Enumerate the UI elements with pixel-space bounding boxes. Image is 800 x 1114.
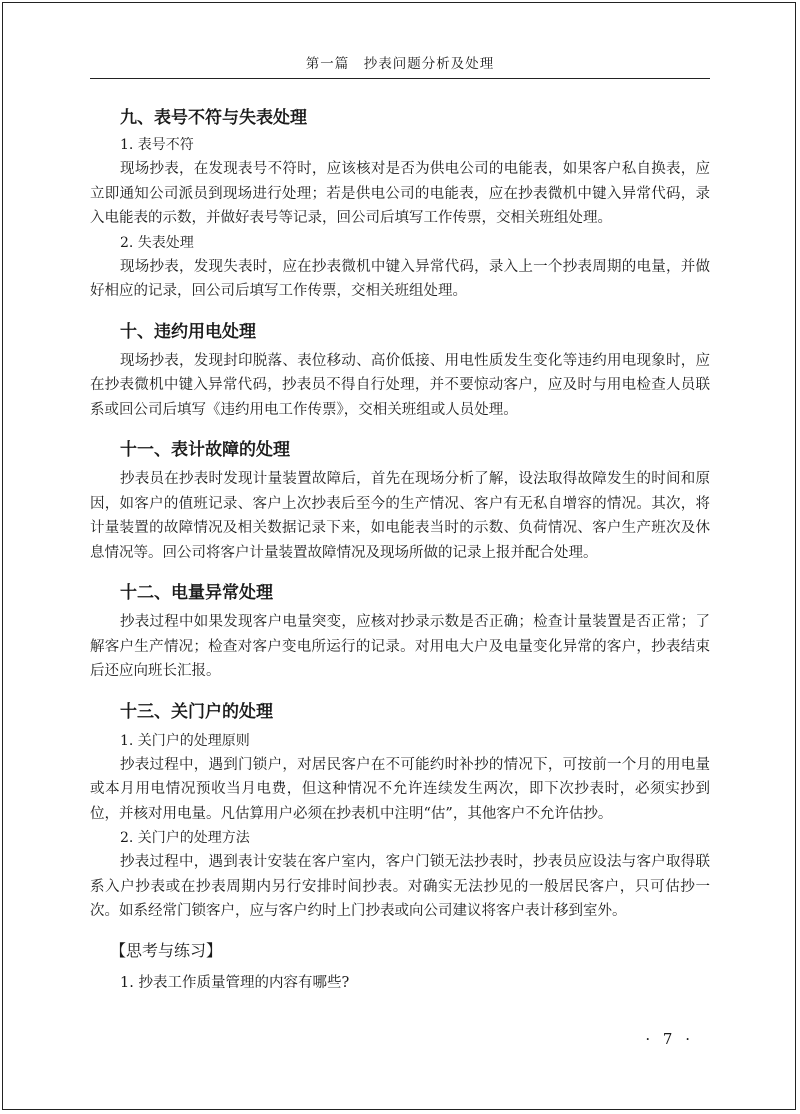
subheading-9-1: 1. 表号不符 [120,137,194,153]
section-heading-10: 十、违约用电处理 [120,321,256,342]
section-heading-9: 九、表号不符与失表处理 [120,108,307,128]
paragraph-10-1: 现场抄表，发现封印脱落、表位移动、高价低接、用电性质发生变化等违约用电现象时，应在抄表微机中键入异常代码，抄表员不得自行处理，并不要惊动客户，应及时与用电检查人员联系或回公司后填写《违约用电工作传票》，交相关班组或人员处理。 [90,352,710,418]
paragraph-9-2: 现场抄表，发现失表时，应在抄表微机中键入异常代码，录入上一个抄表周期的电量，并做好相应的记录，回公司后填写工作传票，交相关班组处理。 [90,258,710,299]
subheading-13-2: 2. 关门户的处理方法 [120,830,250,846]
exercises-heading: 【思考与练习】 [110,940,223,960]
subheading-13-1: 1. 关门户的处理原则 [120,732,250,749]
subheading-9-2: 2. 失表处理 [120,234,194,251]
paragraph-13-1: 抄表过程中，遇到门锁户，对居民客户在不可能约时补抄的情况下，可按前一个月的用电量或本月用电情况预收当月电费，但这种情况不允许连续发生两次，即下次抄表时，必须实抄到位，并核对用电量。凡估算用户必须在抄表机中注明“估”，其他客户不允许估抄。 [90,756,710,822]
page-number: · 7 · [645,1030,694,1048]
paragraph-11-1: 抄表员在抄表时发现计量装置故障后，首先在现场分析了解，设法取得故障发生的时间和原因，如客户的值班记录、客户上次抄表后至今的生产情况、客户有无私自增容的情况。其次，将计量装置的故障情况及相关数据记录下来，如电能表当时的示数、负荷情况、客户生产班次及休息情况等。回公司将客户计量装置故障情况及现场所做的记录上报并配合处理。 [90,471,710,561]
page-content [90,103,710,996]
section-heading-12: 十二、电量异常处理 [120,583,273,603]
section-heading-11: 十一、表计故障的处理 [120,440,290,460]
header-rule [90,78,710,79]
running-header: 第一篇 抄表问题分析及处理 [305,56,495,72]
paragraph-13-2: 抄表过程中，遇到表计安装在客户室内，客户门锁无法抄表时，抄表员应设法与客户取得联系入户抄表或在抄表周期内另行安排时间抄表。对确实无法抄见的一般居民客户，只可估抄一次。如系经常门锁客户，应与客户约时上门抄表或向公司建议将客户表计移到室外。 [90,854,710,919]
paragraph-12-1: 抄表过程中如果发现客户电量突变，应核对抄录示数是否正确；检查计量装置是否正常；了解客户生产情况；检查对客户变电所运行的记录。对用电大户及电量变化异常的客户，抄表结束后还应向班长汇报。 [90,614,710,679]
paragraph-9-1: 现场抄表，在发现表号不符时，应该核对是否为供电公司的电能表，如果客户私自换表，应立即通知公司派员到现场进行处理；若是供电公司的电能表，应在抄表微机中键入异常代码，录入电能表的示数，并做好表号等记录，回公司后填写工作传票，交相关班组处理。 [90,161,710,226]
exercise-question-1: 1. 抄表工作质量管理的内容有哪些? [120,974,350,991]
section-heading-13: 十三、关门户的处理 [120,701,273,722]
